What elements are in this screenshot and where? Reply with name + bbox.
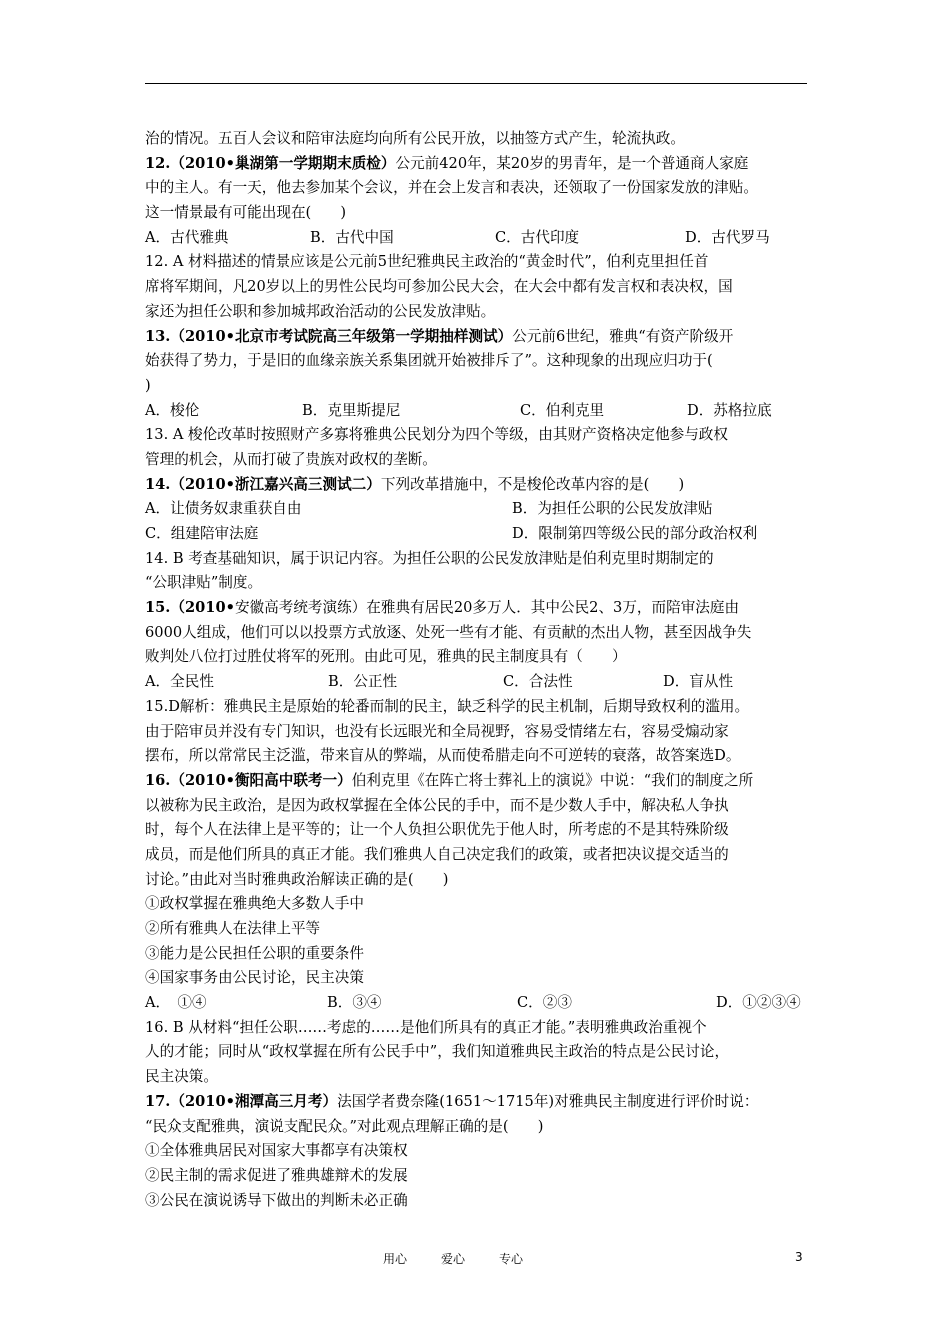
- option-a: A． ①④: [145, 994, 207, 1012]
- option-b: B．③④: [327, 994, 382, 1012]
- question-15-line: [145, 596, 810, 621]
- answer-line: 14. B 考查基础知识，属于识记内容。为担任公职的公民发放津贴是伯利克里时期制定的: [145, 549, 714, 567]
- answer-line: 家还为担任公职和参加城邦政治活动的公民发放津贴。: [145, 302, 496, 320]
- option-d: D．古代罗马: [685, 228, 770, 246]
- option-c: C．合法性: [503, 673, 573, 691]
- option-b: B．古代中国: [310, 228, 394, 246]
- text-line: 成员，而是他们所具的真正才能。我们雅典人自己决定我们的政策，或者把决议提交适当的: [145, 845, 729, 863]
- answer-line: “公职津贴”制度。: [145, 574, 263, 592]
- question-17-line: [145, 1090, 810, 1115]
- option-a: A．让债务奴隶重获自由: [145, 500, 302, 518]
- option-b: B．为担任公职的公民发放津贴: [512, 500, 713, 518]
- text-line: 始获得了势力，于是旧的血缘亲族关系集团就开始被排斥了”。这种现象的出现应归功于(: [145, 352, 713, 370]
- option-c: C．古代印度: [495, 228, 580, 246]
- text-line: “民众支配雅典，演说支配民众。”对此观点理解正确的是( ): [145, 1117, 544, 1135]
- option-b: B．公正性: [328, 673, 398, 691]
- question-13-options: [145, 399, 810, 424]
- question-14-options-row1: [145, 497, 810, 522]
- question-15-options: [145, 670, 810, 695]
- answer-line: 13. A 梭伦改革时按照财产多寡将雅典公民划分为四个等级，由其财产资格决定他参与政权: [145, 426, 728, 444]
- answer-line: 民主决策。: [145, 1068, 218, 1086]
- question-number: 17.（2010•: [145, 1092, 235, 1110]
- header-rule: [145, 83, 807, 84]
- answer-line: 15.D解析：雅典民主是原始的轮番而制的民主，缺乏科学的民主机制，后期导致权利的滥用。: [145, 697, 750, 715]
- statement-item: ②民主制的需求促进了雅典雄辩术的发展: [145, 1166, 408, 1184]
- footer-word: 专心: [499, 1252, 524, 1266]
- question-source: 北京市考试院高三年级第一学期抽样测试）: [234, 327, 513, 345]
- question-number: 12.（2010•: [145, 154, 235, 172]
- option-d: D．①②③④: [716, 994, 801, 1012]
- answer-line: 12. A 材料描述的情景应该是公元前5世纪雅典民主政治的“黄金时代”，伯利克里担任首: [145, 253, 709, 271]
- text-line: 败判处八位打过胜仗将军的死刑。由此可见，雅典的民主制度具有（ ）: [145, 648, 627, 666]
- page-content: [145, 127, 810, 1213]
- text-line: ): [145, 376, 151, 394]
- statement-item: ③能力是公民担任公职的重要条件: [145, 944, 364, 962]
- footer-word: 用心: [383, 1252, 408, 1266]
- question-text: 法国学者费奈隆(1651～1715年)对雅典民主制度进行评价时说：: [337, 1092, 759, 1110]
- statement-item: ②所有雅典人在法律上平等: [145, 920, 321, 937]
- text-line: 讨论。”由此对当时雅典政治解读正确的是( ): [145, 870, 449, 888]
- question-14-line: [145, 473, 810, 498]
- question-text: 公元前6世纪，雅典“有资产阶级开: [512, 327, 734, 345]
- statement-item: ①全体雅典居民对国家大事都享有决策权: [145, 1142, 408, 1160]
- question-source: 湘潭高三月考）: [234, 1092, 338, 1110]
- question-source: （2010•浙江嘉兴高三测试二）: [170, 475, 381, 493]
- question-13-line: [145, 325, 810, 350]
- question-number: 16.（2010•: [145, 771, 235, 789]
- answer-line: 管理的机会，从而打破了贵族对政权的垄断。: [145, 450, 437, 468]
- question-16-options: [145, 991, 810, 1016]
- option-c: C．组建陪审法庭: [145, 525, 259, 542]
- text-line: 以被称为民主政治，是因为政权掌握在全体公民的手中，而不是少数人手中，解决私人争执: [145, 796, 729, 814]
- question-text: 安徽高考统考演练）在雅典有居民20多万人．其中公民2、3万，而陪审法庭由: [234, 599, 740, 617]
- option-b: B．克里斯提尼: [302, 401, 401, 419]
- text-line: 6000人组成，他们可以以投票方式放逐、处死一些有才能、有贡献的杰出人物，甚至因战争失: [145, 623, 752, 641]
- answer-line: 16. B 从材料“担任公职……考虑的……是他们所具有的真正才能。”表明雅典政治重视个: [145, 1018, 707, 1036]
- option-d: D．苏格拉底: [687, 401, 772, 419]
- question-text: 下列改革措施中，不是梭伦改革内容的是( ): [380, 475, 685, 493]
- text-line: 时，每个人在法律上是平等的；让一个人负担公职优先于他人时，所考虑的不是其特殊阶级: [145, 821, 729, 839]
- option-d: D．限制第四等级公民的部分政治权利: [512, 525, 758, 542]
- answer-line: 席将军期间，凡20岁以上的男性公民均可参加公民大会，在大会中都有发言权和表决权，国: [145, 278, 733, 296]
- statement-item: ③公民在演说诱导下做出的判断未必正确: [145, 1191, 408, 1209]
- statement-item: ④国家事务由公民讨论，民主决策: [145, 969, 364, 987]
- text-line: 中的主人。有一天，他去参加某个会议，并在会上发言和表决，还领取了一份国家发放的津贴。: [145, 179, 758, 197]
- answer-line: 人的才能；同时从“政权掌握在所有公民手中”，我们知道雅典民主政治的特点是公民讨论，: [145, 1043, 730, 1061]
- page-number: 3: [795, 1250, 803, 1264]
- answer-line: 由于陪审员并没有专门知识，也没有长远眼光和全局视野，容易受情绪左右，容易受煽动家: [145, 722, 729, 740]
- question-number: 15.（2010•: [145, 599, 235, 617]
- question-source: 衡阳高中联考一）: [234, 771, 352, 789]
- option-d: D．盲从性: [663, 673, 734, 691]
- question-12-line: [145, 152, 810, 177]
- question-text: 伯利克里《在阵亡将士葬礼上的演说》中说：“我们的制度之所: [351, 771, 754, 789]
- option-c: C．②③: [517, 994, 572, 1012]
- footer-word: 爱心: [441, 1252, 466, 1266]
- option-a: A．全民性: [145, 673, 214, 691]
- question-text: 公元前420年，某20岁的男青年，是一个普通商人家庭: [395, 154, 749, 172]
- question-14-options-row2: [145, 522, 810, 547]
- statement-item: ①政权掌握在雅典绝大多数人手中: [145, 895, 364, 913]
- question-16-line: [145, 769, 810, 794]
- text-line: 治的情况。五百人会议和陪审法庭均向所有公民开放，以抽签方式产生，轮流执政。: [145, 130, 685, 147]
- option-c: C．伯利克里: [520, 401, 605, 419]
- option-a: A．古代雅典: [145, 228, 229, 246]
- question-number: 14.: [145, 475, 171, 493]
- option-a: A．梭伦: [145, 401, 200, 419]
- text-line: 这一情景最有可能出现在( ): [145, 204, 347, 222]
- question-12-options: [145, 226, 810, 251]
- answer-line: 摆布，所以常常民主泛滥，带来盲从的弊端，从而使希腊走向不可逆转的衰落，故答案选D。: [145, 747, 741, 765]
- question-source: 巢湖第一学期期末质检）: [234, 154, 396, 172]
- question-number: 13.（2010•: [145, 327, 235, 345]
